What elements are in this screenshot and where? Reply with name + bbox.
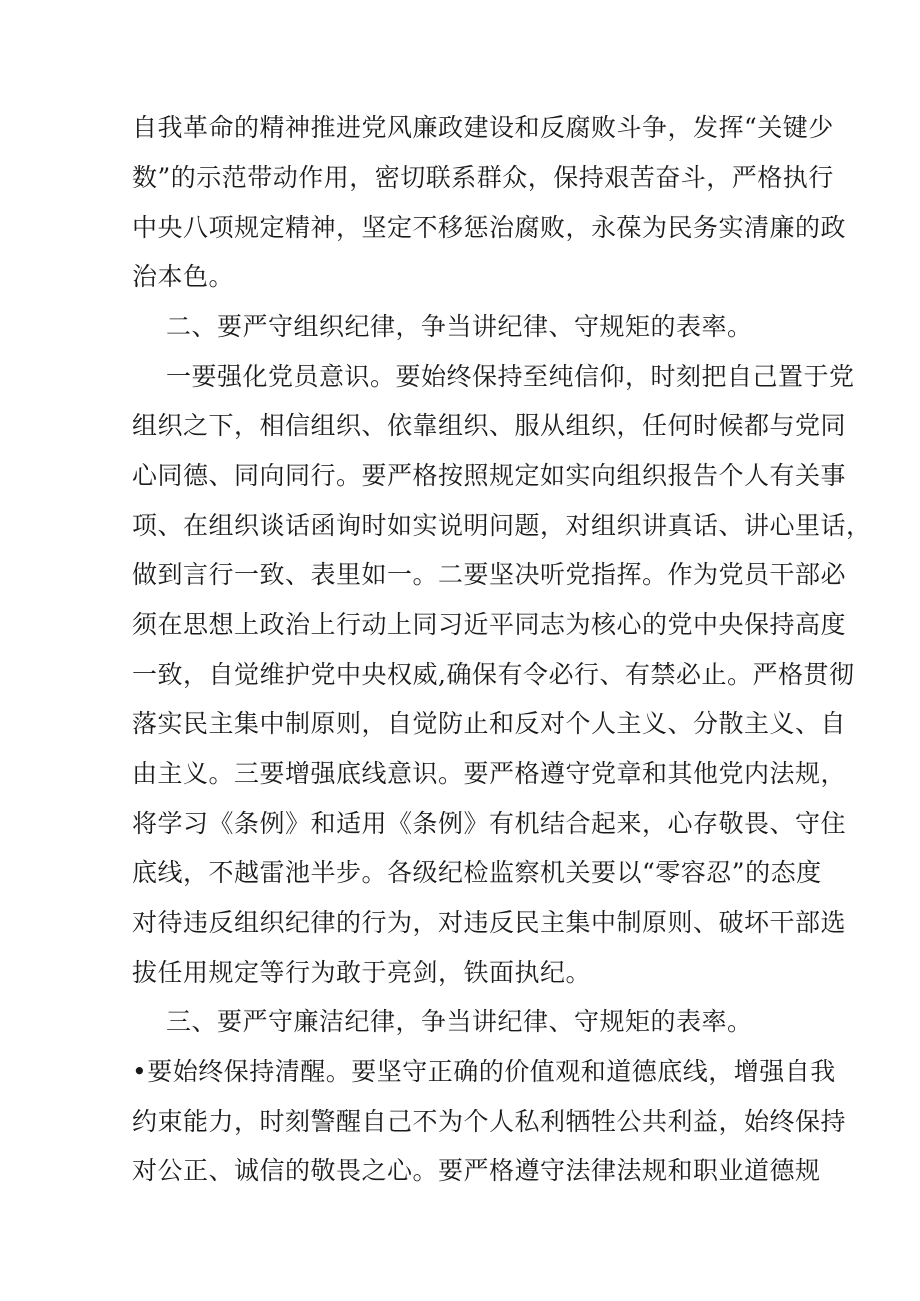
text-line: 约束能力，时刻警醒自己不为个人私利牺牲公共利益，始终保持 xyxy=(132,1107,847,1136)
text-line: 将学习《条例》和适用《条例》有机结合起来，心存敬畏、守住 xyxy=(132,809,847,838)
text-line: 中央八项规定精神，坚定不移惩治腐败，永葆为民务实清廉的政 xyxy=(132,213,847,242)
text-line: 须在思想上政治上行动上同习近平同志为核心的党中央保持高度 xyxy=(132,610,847,639)
text-line: 治本色。 xyxy=(132,262,235,291)
text-line: 由主义。三要增强底线意识。要严格遵守党章和其他党内法规， xyxy=(132,759,847,788)
text-line: 一要强化党员意识。要始终保持至纯信仰，时刻把自己置于党 xyxy=(166,362,855,391)
section-heading: 二、要严守组织纪律，争当讲纪律、守规矩的表率。 xyxy=(166,312,753,341)
text-line: 自我革命的精神推进党风廉政建设和反腐败斗争，发挥“关键少 xyxy=(132,113,834,142)
text-line: 组织之下，相信组织、依靠组织、服从组织，任何时候都与党同 xyxy=(132,411,847,440)
text-line: 底线，不越雷池半步。各级纪检监察机关要以“零容忍”的态度 xyxy=(132,858,822,887)
text-line: 数”的示范带动作用，密切联系群众，保持艰苦奋斗，严格执行 xyxy=(132,163,834,192)
text-line: 一致，自觉维护党中央权威,确保有令必行、有禁必止。严格贯彻 xyxy=(132,660,855,689)
text-line: 对待违反组织纪律的行为，对违反民主集中制原则、破坏干部选 xyxy=(132,908,847,937)
text-line: 拔任用规定等行为敢于亮剑，铁面执纪。 xyxy=(132,958,592,987)
section-heading: 三、要严守廉洁纪律，争当讲纪律、守规矩的表率。 xyxy=(166,1007,753,1036)
text-line: •要始终保持清醒。要坚守正确的价值观和道德底线，增强自我 xyxy=(132,1057,836,1086)
text-line: 心同德、同向同行。要严格按照规定如实向组织报告个人有关事 xyxy=(132,461,847,490)
text-line: 落实民主集中制原则，自觉防止和反对个人主义、分散主义、自 xyxy=(132,709,847,738)
text-line: 对公正、诚信的敬畏之心。要严格遵守法律法规和职业道德规 xyxy=(132,1156,821,1185)
text-line: 做到言行一致、表里如一。二要坚决听党指挥。作为党员干部必 xyxy=(132,560,847,589)
text-line: 项、在组织谈话函询时如实说明问题，对组织讲真话、讲心里话， xyxy=(132,511,872,540)
